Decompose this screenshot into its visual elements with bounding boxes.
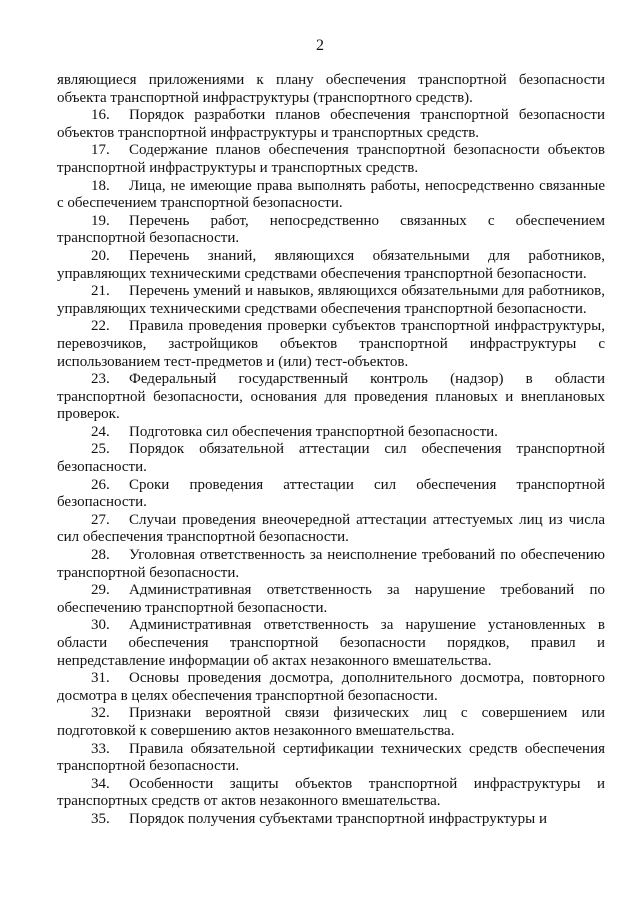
list-item-text: Порядок обязательной аттестации сил обеспечения транспортной безопасности. [57, 441, 605, 476]
list-item [57, 213, 605, 248]
list-item-text: Признаки вероятной связи физических лиц с совершением или подготовкой к совершению актов незаконного вмешательства. [57, 705, 605, 739]
list-item-text: Порядок получения субъектами транспортной инфраструктуры и [129, 810, 548, 827]
list-item [57, 248, 605, 283]
list-item-text: Основы проведения досмотра, дополнительного досмотра, повторного досмотра в целях обеспечения транспортной безопасности. [57, 670, 605, 704]
list-item-text: Сроки проведения аттестации сил обеспечения транспортной безопасности. [57, 476, 605, 511]
document-body [57, 72, 605, 829]
numbered-list [57, 107, 605, 828]
list-item-number: 25. [91, 441, 110, 458]
list-item [57, 811, 605, 829]
list-item-text: Особенности защиты объектов транспортной инфраструктуры и транспортных средств от актов незаконного вмешательства. [57, 775, 605, 810]
list-item [57, 477, 605, 512]
list-item-text: Уголовная ответственность за неисполнение требований по обеспечению транспортной безопасности. [57, 547, 605, 581]
continuation-paragraph: являющиеся приложениями к плану обеспечения транспортной безопасности объекта транспортной инфраструктуры (транспортного средств). [57, 72, 605, 106]
list-item-text: Случаи проведения внеочередной аттестации аттестуемых лиц из числа сил обеспечения транспортной безопасности. [57, 511, 605, 546]
list-item-number: 18. [91, 177, 110, 194]
list-item [57, 741, 605, 776]
list-item [57, 107, 605, 142]
list-item-number: 23. [91, 371, 110, 388]
list-item [57, 178, 605, 213]
list-item-text: Административная ответственность за нарушение установленных в области обеспечения транспортной безопасности порядков, правил и непредставление информации об актах незаконного вмешательства. [57, 617, 605, 669]
list-item-number: 27. [91, 511, 110, 528]
list-item-text: Перечень работ, непосредственно связанных с обеспечением транспортной безопасности. [57, 212, 605, 247]
list-item-number: 26. [91, 476, 110, 493]
list-item-text: Порядок разработки планов обеспечения транспортной безопасности объектов транспортной инфраструктуры и транспортных средств. [57, 107, 605, 141]
list-item [57, 705, 605, 740]
list-item-text: Перечень знаний, являющихся обязательными для работников, управляющих техническими средствами обеспечения транспортной безопасности. [57, 247, 605, 282]
list-item [57, 283, 605, 318]
list-item-number: 22. [91, 318, 110, 335]
list-item [57, 582, 605, 617]
list-item-number: 28. [91, 547, 110, 564]
list-item [57, 424, 605, 442]
list-item [57, 371, 605, 424]
list-item-number: 17. [91, 142, 110, 159]
page-number: 2 [316, 37, 324, 54]
list-item-text: Содержание планов обеспечения транспортной безопасности объектов транспортной инфраструктуры и транспортных средств. [57, 142, 605, 176]
list-item-text: Перечень умений и навыков, являющихся обязательными для работников, управляющих техническими средствами обеспечения транспортной безопасности. [57, 283, 605, 317]
list-item-text: Правила обязательной сертификации технических средств обеспечения транспортной безопасности. [57, 740, 605, 775]
list-item [57, 441, 605, 476]
list-item-number: 30. [91, 617, 110, 634]
list-item-number: 21. [91, 283, 110, 300]
list-item [57, 512, 605, 547]
list-item-number: 24. [91, 423, 110, 440]
list-item [57, 142, 605, 177]
list-item-number: 33. [91, 740, 110, 757]
list-item-number: 19. [91, 212, 110, 229]
list-item [57, 547, 605, 582]
list-item [57, 318, 605, 371]
list-item-text: Административная ответственность за нарушение требований по обеспечению транспортной безопасности. [57, 582, 605, 616]
list-item-number: 20. [91, 247, 110, 264]
list-item [57, 670, 605, 705]
list-item-number: 32. [91, 705, 110, 722]
list-item-number: 34. [91, 775, 110, 792]
list-item [57, 776, 605, 811]
list-item [57, 617, 605, 670]
list-item-number: 31. [91, 670, 110, 687]
list-item-number: 16. [91, 107, 110, 124]
list-item-number: 35. [91, 810, 110, 827]
list-item-text: Федеральный государственный контроль (надзор) в области транспортной безопасности, основания для проведения плановых и внеплановых проверок. [57, 371, 605, 423]
list-item-text: Подготовка сил обеспечения транспортной безопасности. [129, 423, 498, 440]
list-item-number: 29. [91, 582, 110, 599]
list-item-text: Правила проведения проверки субъектов транспортной инфраструктуры, перевозчиков, застройщиков объектов транспортной инфраструктуры с использованием тест-предметов и (или) тест-объектов. [57, 318, 605, 370]
list-item-text: Лица, не имеющие права выполнять работы, непосредственно связанные с обеспечением транспортной безопасности. [57, 177, 605, 212]
